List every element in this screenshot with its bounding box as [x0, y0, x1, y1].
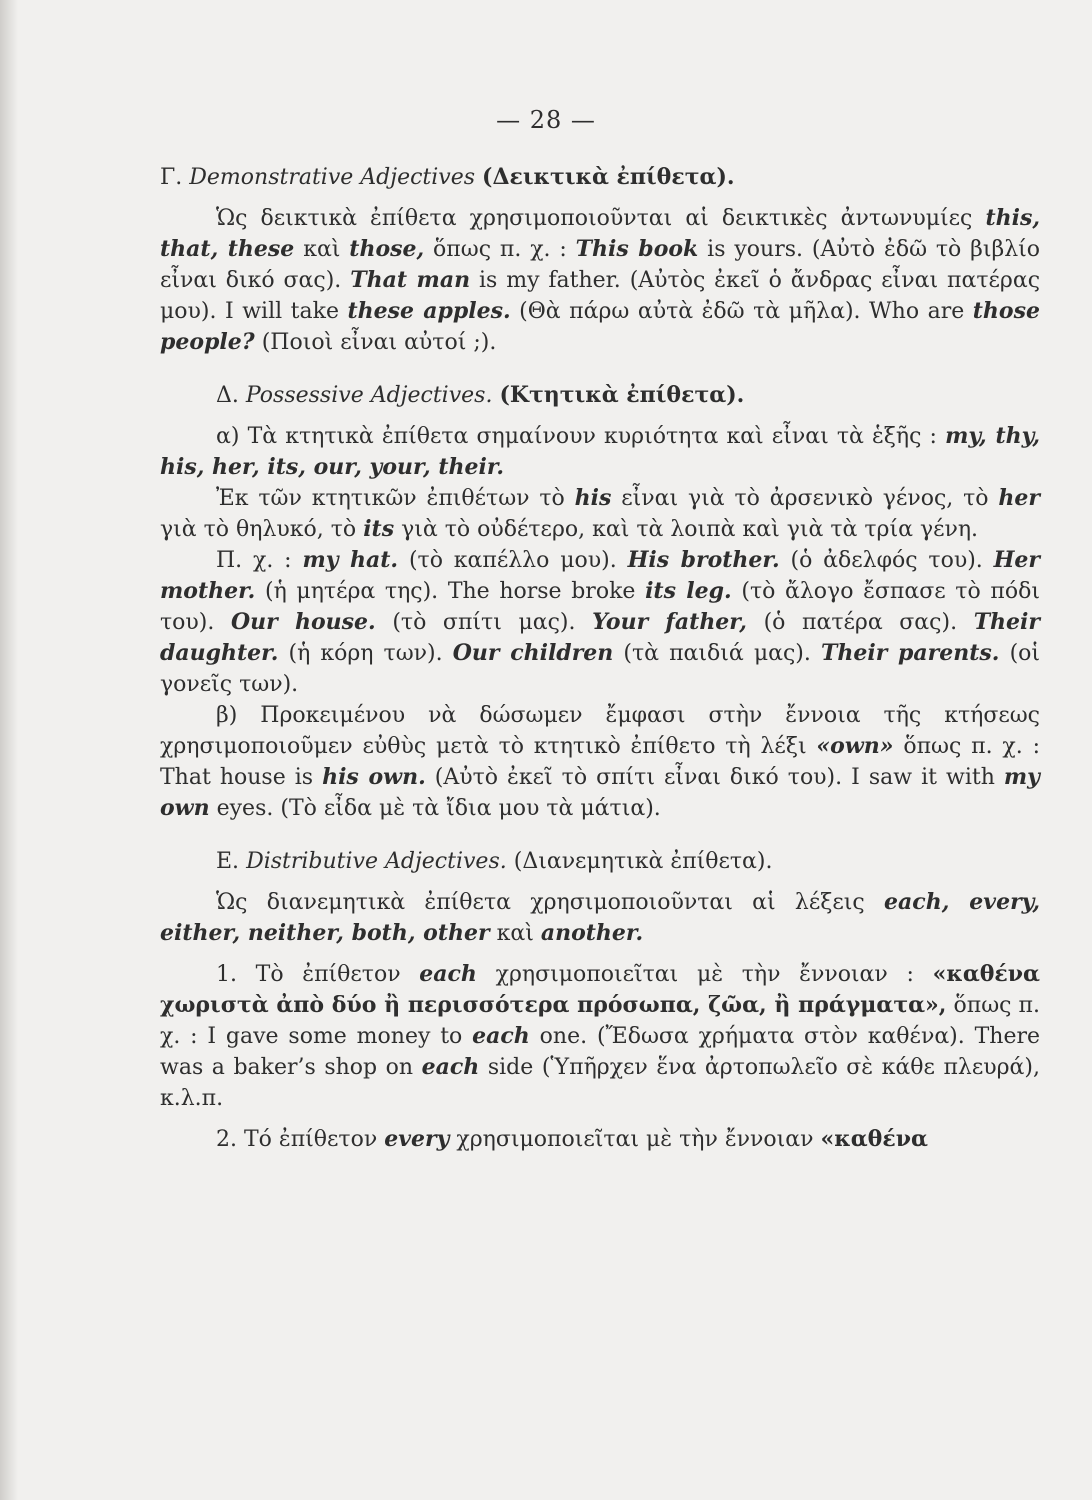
example-italic: every	[384, 1126, 450, 1152]
section-heading-possessive	[160, 380, 1040, 411]
translation: (τὰ παιδιά μας).	[623, 641, 811, 666]
example-italic: That man	[350, 267, 471, 293]
text: ὅπως π. χ. : I gave some money to	[160, 993, 1040, 1049]
example-italic: his own.	[322, 764, 426, 790]
translation: (Αὐτὸ ἐκεῖ τὸ σπίτι εἶναι δικό του).	[434, 765, 843, 790]
example-italic: Our children	[452, 640, 614, 666]
text: eyes.	[216, 796, 274, 821]
example-words: each, every, either, neither, both, other	[160, 889, 1041, 946]
example-italic: her	[998, 485, 1040, 511]
text: is yours.	[707, 237, 804, 262]
text: Ὡς δεικτικὰ ἐπίθετα χρησιμοποιοῦνται αἱ δεικτικὲς ἀντωνυμίες	[216, 206, 973, 231]
heading-greek: (Δεικτικὰ ἐπίθετα).	[482, 164, 735, 190]
example-italic: my hat.	[302, 547, 399, 573]
translation: (ἡ μητέρα της).	[265, 579, 439, 604]
example-italic: Their parents.	[820, 640, 1000, 666]
example-italic: its leg.	[645, 578, 732, 604]
example-italic: each	[419, 961, 477, 987]
definition-bold: «καθένα χωριστὰ ἀπὸ δύο ἢ περισσότερα πρόσωπα, ζῶα, ἢ πράγματα»,	[160, 961, 1040, 1018]
text: 1. Τὸ ἐπίθετον	[216, 962, 401, 987]
definition-bold: «καθένα	[820, 1126, 928, 1152]
text: εἶναι γιὰ τὸ ἀρσενικὸ γένος, τὸ	[621, 486, 989, 511]
text: Who are	[869, 299, 965, 324]
example-italic: Your father,	[592, 609, 747, 635]
translation: (οἱ γονεῖς των).	[160, 641, 1041, 697]
text: I saw it with	[851, 765, 995, 790]
example-italic: Our house.	[230, 609, 376, 635]
text: ὅπως π. χ. : That house is	[160, 734, 1040, 790]
text: γιὰ τὸ θηλυκό, τὸ	[160, 517, 357, 542]
paragraph-distributive-intro	[160, 887, 1040, 949]
heading-prefix: Γ.	[160, 165, 183, 190]
example-words: this, that, these	[160, 205, 1041, 262]
example-italic: This book	[575, 236, 699, 262]
example-italic: these apples.	[347, 298, 511, 324]
text: The horse broke	[447, 579, 636, 604]
example-words: another.	[540, 920, 644, 946]
paragraph-possessive-a	[160, 421, 1040, 483]
heading-greek: (Κτητικὰ ἐπίθετα).	[499, 382, 745, 408]
translation: (τὸ καπέλλο μου).	[408, 548, 617, 573]
example-italic: Her mother.	[160, 547, 1040, 604]
example-words: those,	[349, 236, 425, 262]
text: There was a baker’s shop on	[160, 1024, 1041, 1080]
text: α) Τὰ κτητικὰ ἐπίθετα σημαίνουν κυριότητα καὶ εἶναι τὰ ἑξῆς :	[216, 424, 937, 449]
translation: (Ἔδωσα χρήματα στὸν καθένα).	[596, 1024, 965, 1049]
translation: (ἡ κόρη των).	[288, 641, 443, 666]
translation: (Αὐτὸς ἐκεῖ ὁ ἄνδρας εἶναι πατέρας μου).	[160, 268, 1041, 324]
example-italic: his	[574, 485, 612, 511]
translation: (τὸ σπίτι μας).	[392, 610, 576, 635]
paragraph-possessive-examples	[160, 545, 1040, 700]
text: Π. χ. :	[216, 548, 292, 573]
section-heading-distributive	[160, 846, 1040, 877]
translation: (Τὸ εἶδα μὲ τὰ ἴδια μου τὰ μάτια).	[280, 796, 661, 821]
paragraph-demonstrative	[160, 203, 1040, 358]
heading-prefix: Δ.	[216, 383, 239, 408]
page-binding-shadow	[0, 0, 18, 1500]
heading-english: Demonstrative Adjectives	[189, 165, 476, 190]
text: χρησιμοποιεῖται μὲ τὴν ἔννοιαν	[456, 1127, 814, 1152]
text: Ὡς διανεμητικὰ ἐπίθετα χρησιμοποιοῦνται αἱ λέξεις	[216, 890, 865, 915]
translation: (ὁ πατέρα σας).	[763, 610, 958, 635]
section-heading-demonstrative	[160, 162, 1040, 193]
translation: (Αὐτὸ ἐδῶ τὸ βιβλίο εἶναι δικό σας).	[160, 237, 1041, 293]
example-italic: my own	[160, 764, 1040, 821]
page-number: — 28 —	[496, 106, 596, 134]
text: Ἐκ τῶν κτητικῶν ἐπιθέτων τὸ	[216, 486, 565, 511]
translation: (τὸ ἄλογο ἔσπασε τὸ πόδι του).	[160, 579, 1040, 635]
text: ὅπως π. χ. :	[433, 237, 567, 262]
translation: (Θὰ πάρω αὐτὰ ἐδῶ τὰ μῆλα).	[519, 299, 861, 324]
example-italic: each	[472, 1023, 530, 1049]
example-italic: each	[421, 1054, 480, 1080]
text: one.	[539, 1024, 588, 1049]
paragraph-possessive-genders	[160, 483, 1040, 545]
heading-greek: (Διανεμητικὰ ἐπίθετα).	[513, 849, 773, 874]
example-italic: Their daughter.	[160, 609, 1040, 666]
paragraph-distributive-each	[160, 959, 1040, 1114]
translation: (ὁ ἀδελφός του).	[790, 548, 983, 573]
paragraph-distributive-every	[160, 1124, 1040, 1155]
text: side	[487, 1055, 534, 1080]
translation: (Ὑπῆρχεν ἕνα ἀρτοπωλεῖο σὲ κάθε πλευρά), κ.λ.π.	[160, 1055, 1040, 1111]
text: καὶ	[496, 921, 534, 946]
example-italic: its	[363, 516, 395, 542]
example-words: my, thy, his, her, its, our, your, their.	[160, 423, 1040, 480]
heading-english: Possessive Adjectives.	[245, 383, 493, 408]
heading-prefix: Ε.	[216, 849, 240, 874]
text: γιὰ τὸ οὐδέτερο, καὶ τὰ λοιπὰ καὶ γιὰ τὰ τρία γένη.	[401, 517, 979, 542]
example-italic: those people?	[160, 298, 1040, 355]
text: χρησιμοποιεῖται μὲ τὴν ἔννοιαν :	[495, 962, 914, 987]
example-italic: «own»	[816, 733, 894, 759]
text: is my father.	[479, 268, 621, 293]
text: I will take	[225, 299, 339, 324]
heading-english: Distributive Adjectives.	[246, 849, 507, 874]
text: καὶ	[303, 237, 341, 262]
paragraph-possessive-b	[160, 700, 1040, 824]
text: 2. Τό ἐπίθετον	[216, 1127, 378, 1152]
translation: (Ποιοὶ εἶναι αὐτοί ;).	[261, 330, 497, 355]
text: β) Προκειμένου νὰ δώσωμεν ἔμφασι στὴν ἔννοια τῆς κτήσεως χρησιμοποιοῦμεν εὐθὺς μετὰ τὸ κτητικὸ ἐπίθετο τὴ λέξι	[160, 703, 1040, 759]
page-body	[160, 162, 1040, 1155]
example-italic: His brother.	[627, 547, 780, 573]
